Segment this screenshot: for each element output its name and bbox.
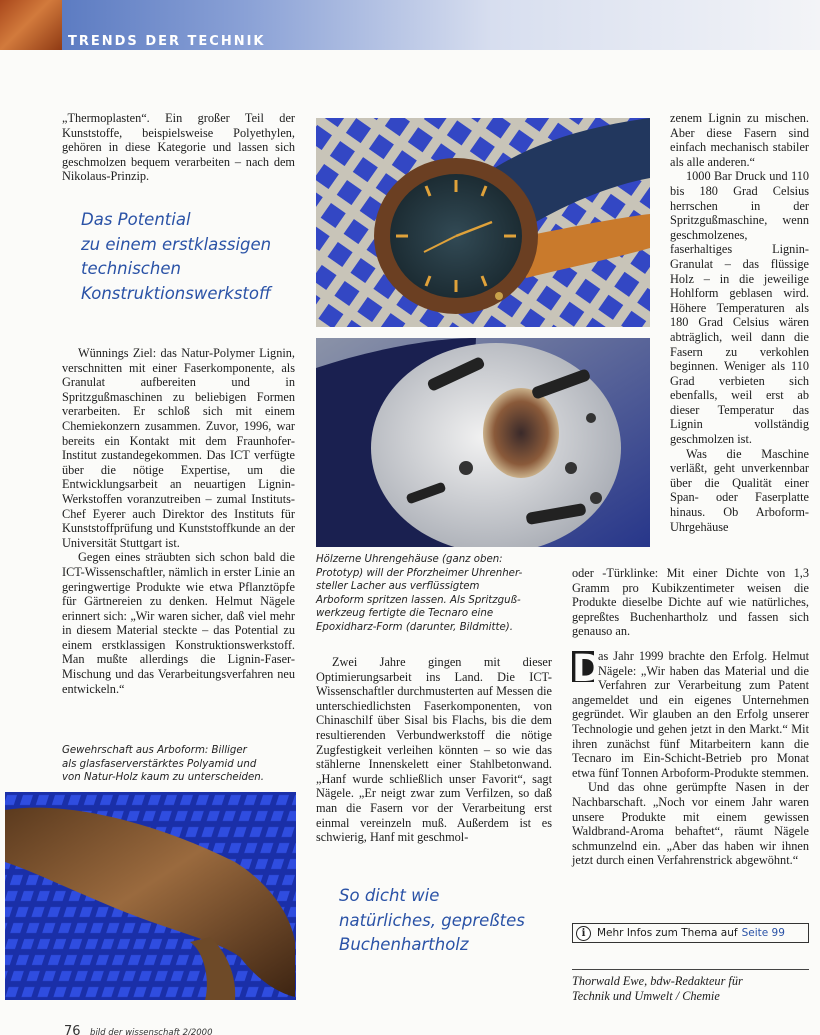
paragraph: zenem Lignin zu mischen. Aber diese Fasern sind einfach mechanisch stabiler als alle anderen.“: [670, 111, 809, 169]
paragraph: Was die Maschine verläßt, geht unverkennbar über die Qualität einer Span- oder Faserplatte hinaus. Ob Arboform-Uhrgehäuse: [670, 446, 809, 534]
more-info-text: Mehr Infos zum Thema auf: [597, 927, 738, 939]
paragraph: „Thermoplasten“. Ein großer Teil der Kunststoffe, beispielsweise Polyethylen, gehören in diese Kategorie und lassen sich geschmolzen bequem verarbeiten – nach dem Nikolaus-Prinzip.: [62, 111, 295, 184]
paragraph: Zwei Jahre gingen mit dieser Optimierungsarbeit ins Land. Die ICT-Wissenschaftler durchmusterten auf Messen die unterschiedlichsten Faserkomponenten, von Chinaschilf über Sisal bis Flachs, bis die dem resultierenden Verbundwerkstoff die nötige Zugfestigkeit verleihen könnten – so wie das stählerne Innenskelett einer Stahlbetonwand. „Hanf wurde schließlich unser Favorit“, sagt Nägele. „Er neigt zwar zum Verfilzen, so daß man die Fasern vor der Verarbeitung erst einmal vereinzeln muß. Außerdem ist es schwierig, Hanf mit geschmol-: [316, 655, 552, 845]
page-number: 76: [64, 1024, 81, 1035]
paragraph: Gegen eines sträubten sich schon bald die ICT-Wissenschaftler, nämlich in erster Linie an geringwertige Produkte wie etwa Pflanztöpfe für Gärtnereien zu denken. Helmut Nägele erinnert sich: „Wir waren sicher, daß viel mehr in diesem Material steckte – das Potential zu einem erstklassigen Konstruktionswerkstoff. Man mußte allerdings die Lignin-Faser-Mischung und das Verarbeitungsverfahren neu entwickeln.“: [62, 550, 295, 696]
author-divider: [572, 969, 809, 970]
more-info-page-link[interactable]: Seite 99: [741, 927, 785, 939]
column-1-body: [62, 346, 295, 696]
column-3-narrow: [670, 111, 809, 534]
drop-cap: D: [572, 646, 603, 690]
pull-quote-potential: Das Potential zu einem erstklassigen technischen Konstruktionswerkstoff: [81, 210, 272, 303]
column-3-wide: [572, 566, 809, 868]
paragraph: Wünnings Ziel: das Natur-Polymer Lignin, verschnitten mit einer Faserkomponente, als Granulat aufbereiten und in Spritzgußmaschinen zu beliebigen Formen verarbeiten. Er schloß sich mit einem Chemiekonzern zusammen. Zuvor, 1996, war bereits ein Kontakt mit dem Fraunhofer-Institut zustandegekommen. Das ICT verfügte über die nötige Expertise, um die Entwicklungsarbeit an neuartigen Lignin-Werkstoffen voranzutreiben – zumal Instituts-Chef Eyerer auch Direktor des Instituts für Kunststoffprüfung und Kunststoffkunde an der Universität Stuttgart ist.: [62, 346, 295, 550]
header-wood-texture: [0, 0, 62, 50]
caption-rifle-stock: Gewehrschaft aus Arboform: Billiger als glasfaserverstärktes Polyamid und von Natur-Holz kaum zu unterscheiden.: [62, 745, 264, 784]
info-icon: i: [576, 926, 591, 941]
photo-rifle-stock: [5, 792, 296, 1000]
page-footer: [64, 1024, 213, 1035]
photo-wooden-watch: [316, 118, 650, 327]
paragraph: Und das ohne gerümpfte Nasen in der Nachbarschaft. „Noch vor einem Jahr waren unsere Produkte mit einem gewissen Waldbrand-Aroma behaftet“, räumt Nägele schmunzelnd ein. „Aber das haben wir ihnen jetzt durch einen Verfahrenstrick abgewöhnt.“: [572, 780, 809, 868]
paragraph-dropcap: D as Jahr 1999 brachte den Erfolg. Helmut Nägele: „Wir haben das Material und die Verfahren zur Verarbeitung zum Patent angemeldet und ein eigenes Unternehmen gegründet. Wir glauben an den Erfolg unserer Technologie und gehen jetzt in den Markt.“ Mit ihren zunächst fünf Mitarbeitern kann die Tecnaro im Ein-Schicht-Betrieb pro Monat etwa fünf Tonnen Arboform-Produkte stemmen.: [572, 646, 809, 780]
paragraph: 1000 Bar Druck und 110 bis 180 Grad Celsius herrschen in der Spritzgußmaschine, wenn geschmolzenes, faserhaltiges Lignin-Granulat – das flüssige Holz – in die jeweilige Hohlform geblasen wird. Höhere Temperaturen als 180 Grad Celsius wären abträglich, weil dann die Fasern zu verkohlen beginnen. Weniger als 110 Grad verbieten sich ebenfalls, weil erst ab dieser Temperatur das Lignin vollständig geschmolzen ist.: [670, 169, 809, 447]
section-title: TRENDS DER TECHNIK: [68, 34, 266, 49]
pull-quote-density: So dicht wie natürliches, gepreßtes Buchenhartholz: [339, 886, 525, 954]
publication-source: bild der wissenschaft 2/2000: [90, 1028, 213, 1035]
column-1-top: [62, 111, 295, 184]
author-credit: Thorwald Ewe, bdw-Redakteur für Technik und Umwelt / Chemie: [572, 974, 743, 1003]
more-info-box[interactable]: [572, 923, 809, 943]
paragraph: oder -Türklinke: Mit einer Dichte von 1,3 Gramm pro Kubikzentimeter weisen die Produkte dieselbe Dichte auf wie natürliches, gepreßtes Buchenhartholz und fassen sich genauso an.: [572, 566, 809, 639]
photo-epoxy-mold: [316, 338, 650, 547]
column-2: [316, 655, 552, 845]
caption-watch-mold: Hölzerne Uhrengehäuse (ganz oben: Prototyp) will der Pforzheimer Uhrenher- steller Lacher aus verflüssigtem Arboform spritzen lassen. Als Spritzguß- werkzeug fertigte die Tecnaro eine Epoxidharz-Form (darunter, Bildmitte).: [316, 554, 523, 633]
